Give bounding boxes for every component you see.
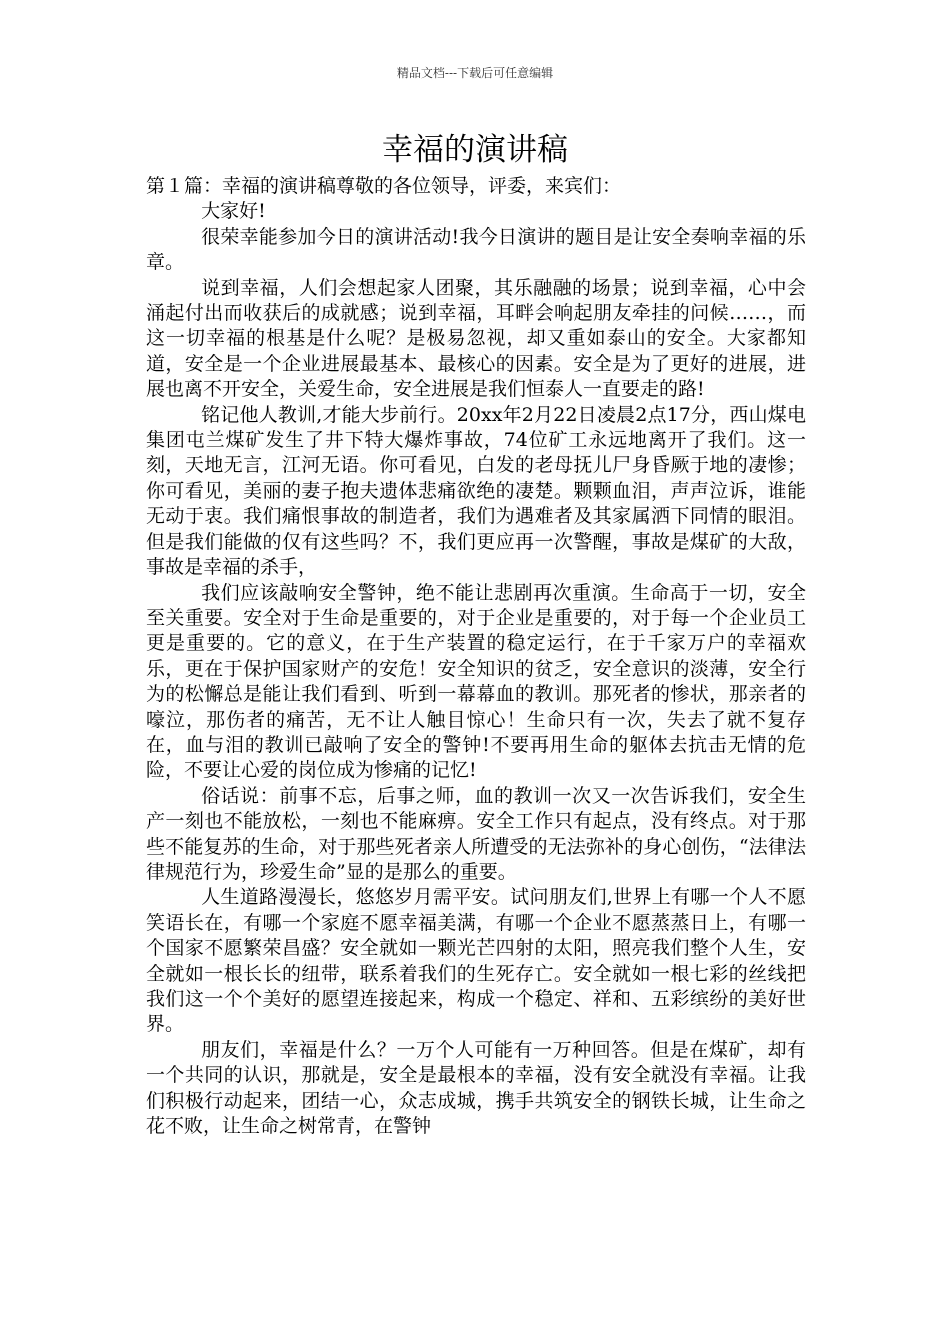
paragraph: 说到幸福，人们会想起家人团聚，其乐融融的场景；说到幸福，心中会涌起付出而收获后的成就感；说到幸福，耳畔会响起朋友牵挂的问候……，而这一切幸福的根基是什么呢？是极易忽视，却又重如泰山的安全。大家都知道，安全是一个企业进展最基本、最核心的因素。安全是为了更好的进展，进展也离不开安全，关爱生命，安全进展是我们恒泰人一直要走的路!: [146, 276, 806, 401]
paragraph-intro: 第１篇：幸福的演讲稿尊敬的各位领导，评委，来宾们：: [146, 175, 622, 197]
paragraph: 很荣幸能参加今日的演讲活动!我今日演讲的题目是让安全奏响幸福的乐章。: [146, 225, 806, 274]
paragraph: 朋友们，幸福是什么？一万个人可能有一万种回答。但是在煤矿，却有一个共同的认识，那就是，安全是最根本的幸福，没有安全就没有幸福。让我们积极行动起来，团结一心，众志成城，携手共筑安全的钢铁长城，让生命之花不败，让生命之树常青，在警钟: [146, 1038, 806, 1138]
document-body: [146, 174, 806, 1139]
paragraph: 俗话说：前事不忘，后事之师，血的教训一次又一次告诉我们，安全生产一刻也不能放松，一刻也不能麻痹。安全工作只有起点，没有终点。对于那些不能复苏的生命，对于那些死者亲人所遭受的无法弥补的身心创伤，“法律法律规范行为，珍爱生命”显的是那么的重要。: [146, 784, 806, 883]
document-title: 幸福的演讲稿: [382, 132, 568, 168]
paragraph-greeting: 大家好!: [201, 200, 266, 223]
paragraph: 我们应该敲响安全警钟，绝不能让悲剧再次重演。生命高于一切，安全至关重要。安全对于生命是重要的，对于企业是重要的，对于每一个企业员工更是重要的。它的意义，在于生产装置的稳定运行，在于千家万户的幸福欢乐，更在于保护国家财产的安危！安全知识的贫乏，安全意识的淡薄，安全行为的松懈总是能让我们看到、听到一幕幕血的教训。那死者的惨状，那亲者的嚎泣，那伤者的痛苦，无不让人触目惊心！生命只有一次，失去了就不复存在，血与泪的教训已敲响了安全的警钟!不要再用生命的躯体去抗击无情的危险，不要让心爱的岗位成为惨痛的记忆!: [146, 581, 806, 782]
paragraph: 人生道路漫漫长，悠悠岁月需平安。试问朋友们,世界上有哪一个人不愿笑语长在，有哪一个家庭不愿幸福美满，有哪一个企业不愿蒸蒸日上，有哪一个国家不愿繁荣昌盛？安全就如一颗光芒四射的太阳，照亮我们整个人生，安全就如一根长长的纽带，联系着我们的生死存亡。安全就如一根七彩的丝线把我们这一个个美好的愿望连接起来，构成一个稳定、祥和、五彩缤纷的美好世界。: [146, 886, 806, 1036]
paragraph: 铭记他人教训,才能大步前行。20xx年2月22日凌晨2点17分，西山煤电集团屯兰煤矿发生了井下特大爆炸事故，74位矿工永远地离开了我们。这一刻，天地无言，江河无语。你可看见，白发的老母抚儿尸身昏厥于地的凄惨；你可看见，美丽的妻子抱夫遗体悲痛欲绝的凄楚。颗颗血泪，声声泣诉，谁能无动于衷。我们痛恨事故的制造者，我们为遇难者及其家属洒下同情的眼泪。但是我们能做的仅有这些吗？不，我们更应再一次警醒，事故是煤矿的大敌，事故是幸福的杀手，: [146, 403, 806, 579]
header-note: 精品文档---下载后可任意编辑: [396, 66, 554, 80]
